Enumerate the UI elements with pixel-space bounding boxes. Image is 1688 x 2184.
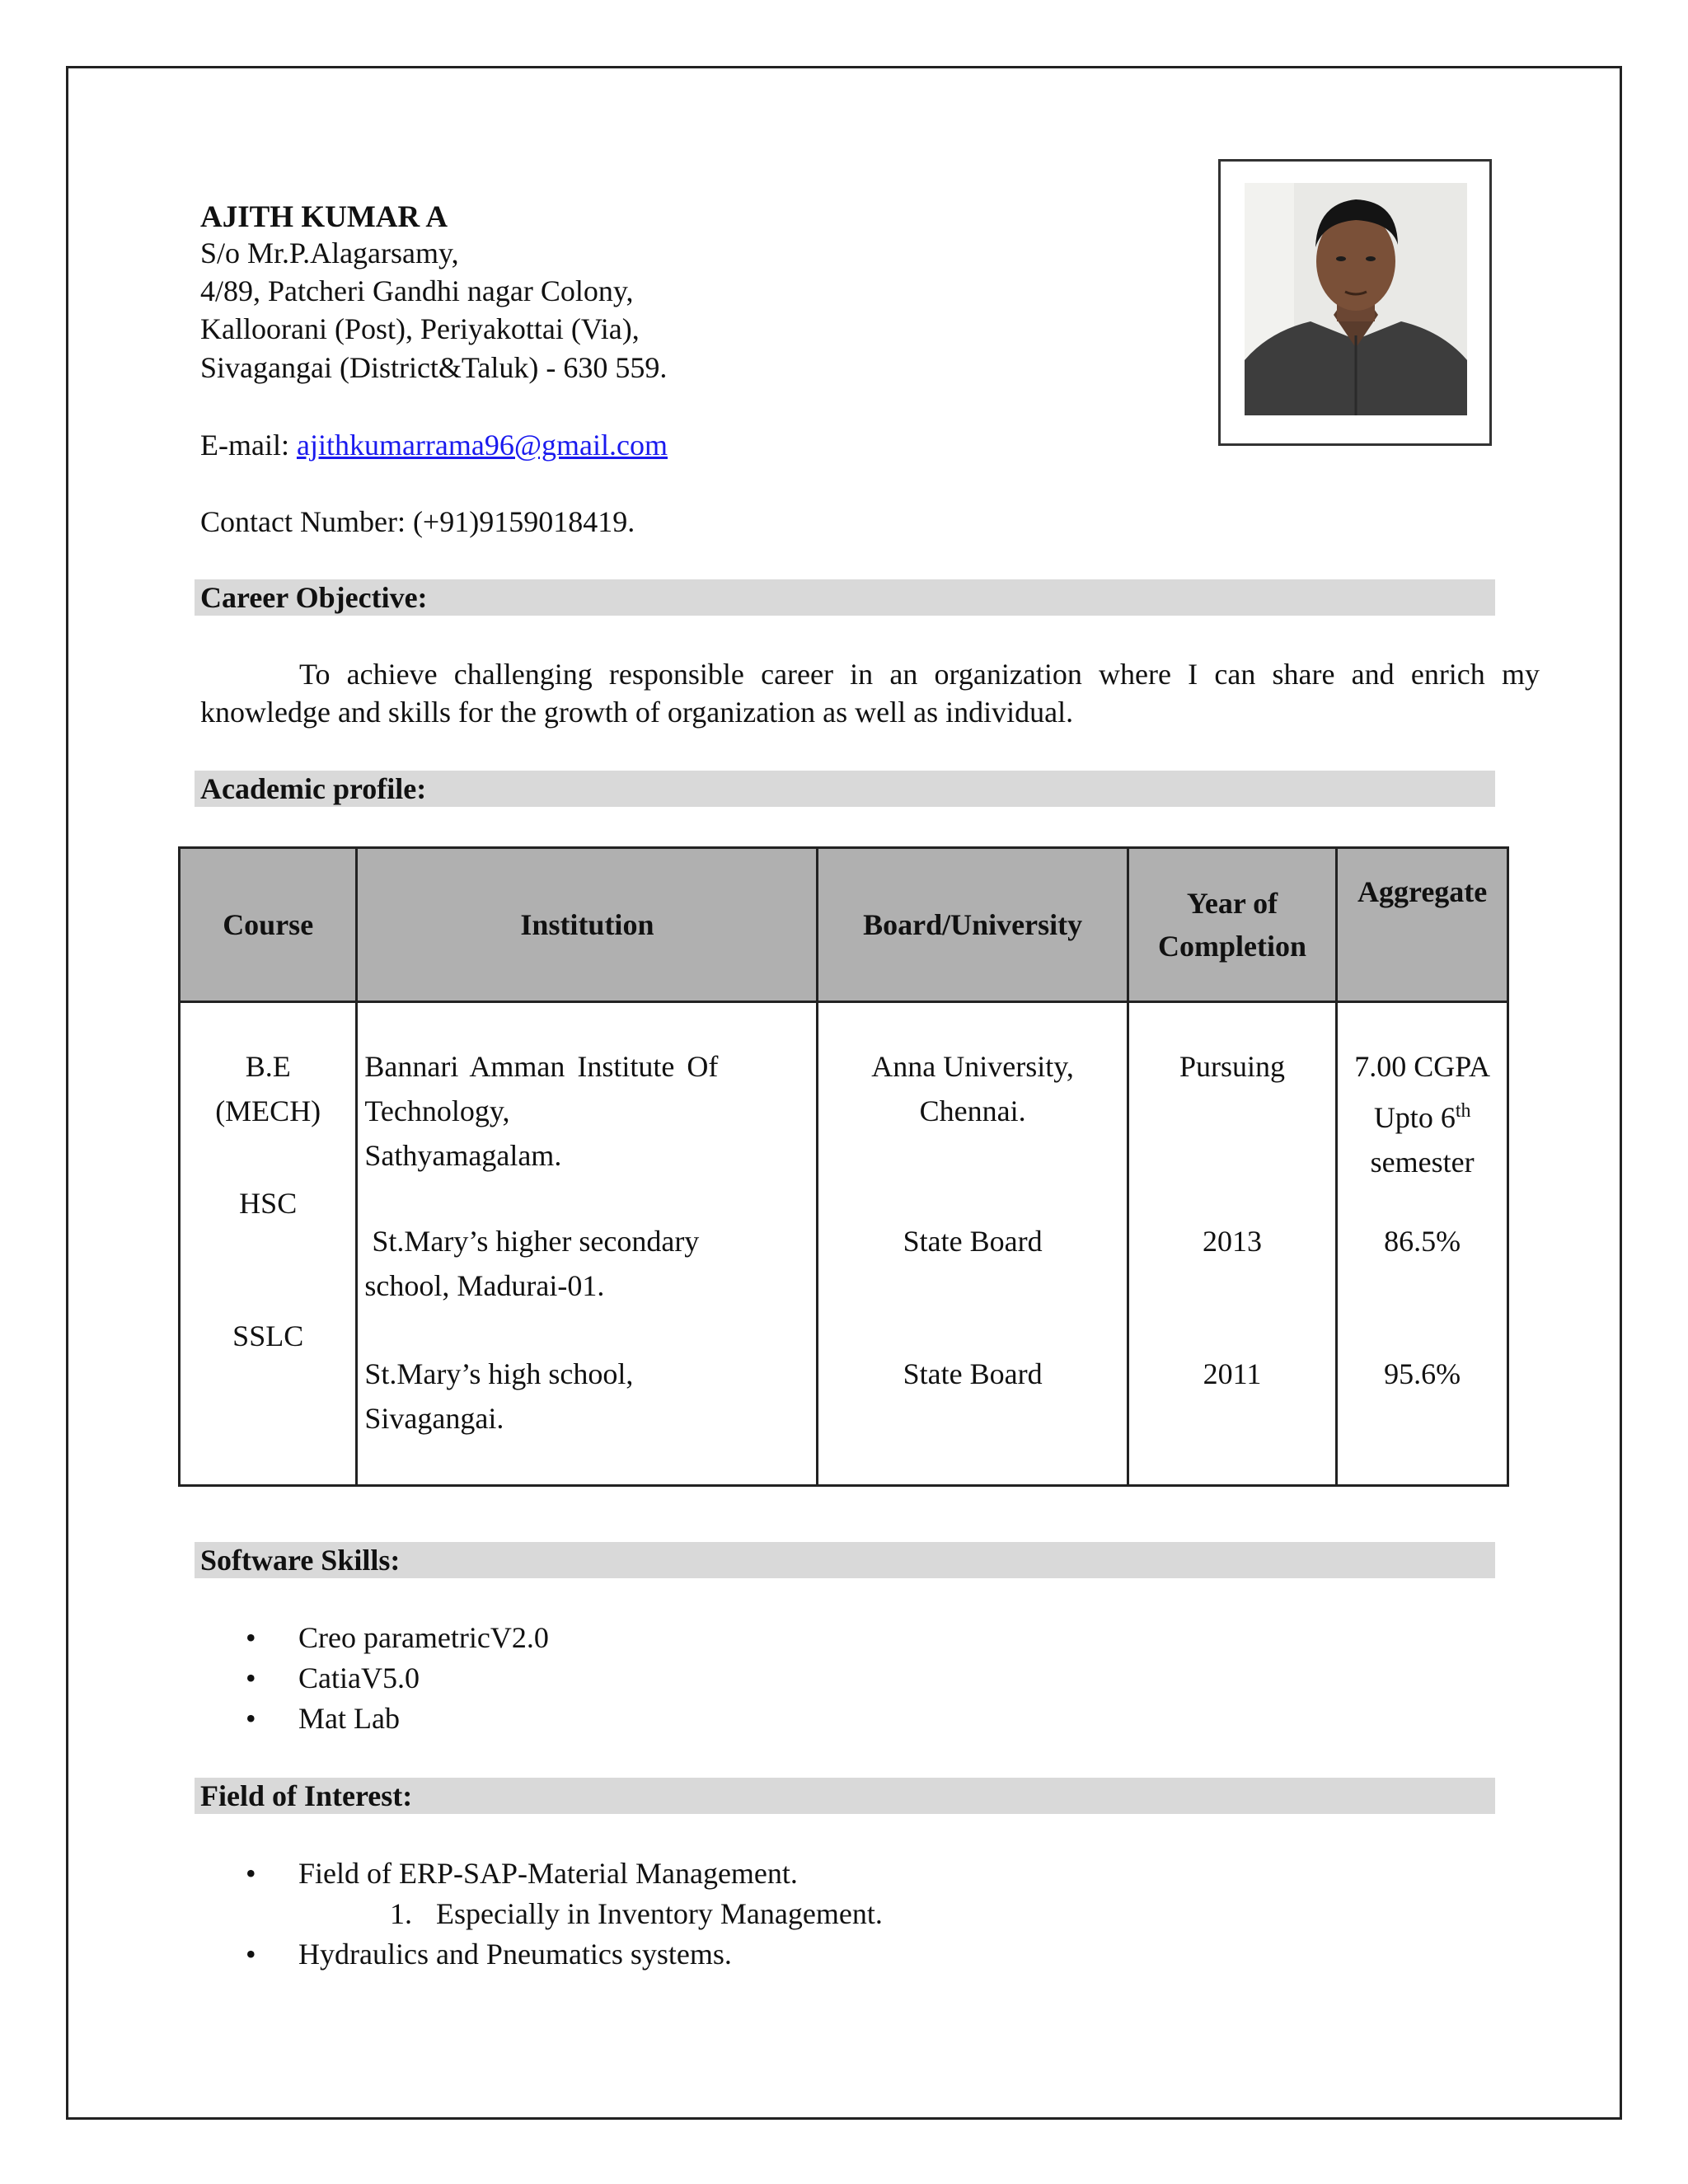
profile-photo-frame xyxy=(1218,159,1492,446)
course-text: B.E xyxy=(245,1050,291,1083)
year-text: 2011 xyxy=(1203,1357,1262,1390)
course-cell xyxy=(181,1314,355,1446)
profile-photo xyxy=(1245,183,1467,415)
year-column xyxy=(1128,1002,1337,1486)
course-text: (MECH) xyxy=(215,1094,321,1127)
institution-text: Technology, xyxy=(364,1094,510,1127)
aggregate-text: Upto 6th xyxy=(1373,1100,1471,1134)
aggregate-cell xyxy=(1338,1044,1507,1219)
table-header-row xyxy=(180,848,1508,1002)
aggregate-cell xyxy=(1338,1219,1507,1352)
institution-cell xyxy=(364,1352,803,1484)
board-cell xyxy=(818,1044,1126,1219)
section-title: Field of Interest: xyxy=(200,1779,413,1812)
interests-list xyxy=(200,1854,883,1975)
section-software-skills xyxy=(195,1542,1495,1578)
bullet-icon: • xyxy=(246,1621,256,1654)
applicant-name: AJITH KUMAR A xyxy=(200,200,448,234)
institution-cell xyxy=(364,1044,803,1219)
bullet-icon: • xyxy=(246,1702,256,1735)
course-column xyxy=(180,1002,357,1486)
board-column xyxy=(818,1002,1128,1486)
section-title: Academic profile: xyxy=(200,772,427,805)
year-cell xyxy=(1129,1219,1336,1352)
header-institution: Institution xyxy=(357,848,818,1002)
section-title: Career Objective: xyxy=(200,581,428,614)
email-label: E-mail: xyxy=(200,429,289,462)
institution-cell xyxy=(364,1219,803,1352)
aggregate-text: 7.00 CGPA xyxy=(1354,1050,1491,1083)
list-item: • CatiaV5.0 xyxy=(200,1658,549,1699)
section-field-of-interest xyxy=(195,1778,1495,1814)
year-cell xyxy=(1129,1044,1336,1219)
institution-text: Bannari Amman Institute Of xyxy=(364,1050,719,1083)
list-item: • Creo parametricV2.0 xyxy=(200,1618,549,1658)
address-line-1: 4/89, Patcheri Gandhi nagar Colony, xyxy=(200,274,634,307)
institution-text: Sivagangai. xyxy=(364,1402,504,1435)
header-board: Board/University xyxy=(818,848,1128,1002)
board-cell xyxy=(818,1352,1126,1484)
header-course: Course xyxy=(180,848,357,1002)
board-text: State Board xyxy=(903,1225,1043,1258)
sub-list-item: 1. Especially in Inventory Management. xyxy=(390,1897,883,1930)
aggregate-text: semester xyxy=(1370,1146,1475,1179)
year-cell xyxy=(1129,1352,1336,1484)
contact-line: Contact Number: (+91)9159018419. xyxy=(200,505,635,538)
aggregate-text: 86.5% xyxy=(1384,1225,1461,1258)
institution-text: St.Mary’s high school, xyxy=(364,1357,634,1390)
skills-list xyxy=(200,1618,549,1739)
bullet-icon: • xyxy=(246,1661,256,1694)
list-item: • Hydraulics and Pneumatics systems. xyxy=(200,1934,883,1975)
header-year xyxy=(1128,848,1337,1002)
course-cell xyxy=(181,1181,355,1314)
aggregate-column xyxy=(1337,1002,1508,1486)
board-text: Anna University, xyxy=(871,1050,1074,1083)
course-text: HSC xyxy=(239,1187,298,1220)
relation-line: S/o Mr.P.Alagarsamy, xyxy=(200,237,459,269)
list-item: • Mat Lab xyxy=(200,1699,549,1739)
bullet-icon: • xyxy=(246,1857,256,1890)
section-career-objective xyxy=(195,579,1495,616)
section-title: Software Skills: xyxy=(200,1544,401,1577)
course-text: SSLC xyxy=(232,1319,304,1352)
email-link[interactable]: ajithkumarrama96@gmail.com xyxy=(296,429,668,462)
institution-text: St.Mary’s higher secondary xyxy=(364,1225,700,1258)
year-text: 2013 xyxy=(1203,1225,1262,1258)
course-cell xyxy=(181,1044,355,1177)
board-text: Chennai. xyxy=(919,1094,1026,1127)
institution-text: Sathyamagalam. xyxy=(364,1139,562,1172)
list-item: • Field of ERP-SAP-Material Management. xyxy=(200,1854,883,1894)
address-line-3: Sivagangai (District&Taluk) - 630 559. xyxy=(200,351,668,384)
year-text: Pursuing xyxy=(1179,1050,1286,1083)
header-aggregate: Aggregate xyxy=(1337,848,1508,1002)
bullet-icon: • xyxy=(246,1938,256,1971)
section-academic-profile xyxy=(195,771,1495,807)
institution-text: school, Madurai-01. xyxy=(364,1269,605,1302)
aggregate-text: 95.6% xyxy=(1384,1357,1461,1390)
objective-paragraph: To achieve challenging responsible career in an organization where I can share and enrich my knowledge and skills for the growth of organization as well as individual. xyxy=(200,658,1540,729)
institution-column xyxy=(357,1002,818,1486)
board-text: State Board xyxy=(903,1357,1043,1390)
header-year-text: Year of Completion xyxy=(1158,887,1306,963)
email-line xyxy=(200,427,668,463)
academic-table xyxy=(178,846,1509,1487)
table-row xyxy=(180,1002,1508,1486)
address-line-2: Kalloorani (Post), Periyakottai (Via), xyxy=(200,312,640,345)
aggregate-cell xyxy=(1338,1352,1507,1484)
board-cell xyxy=(818,1219,1126,1352)
